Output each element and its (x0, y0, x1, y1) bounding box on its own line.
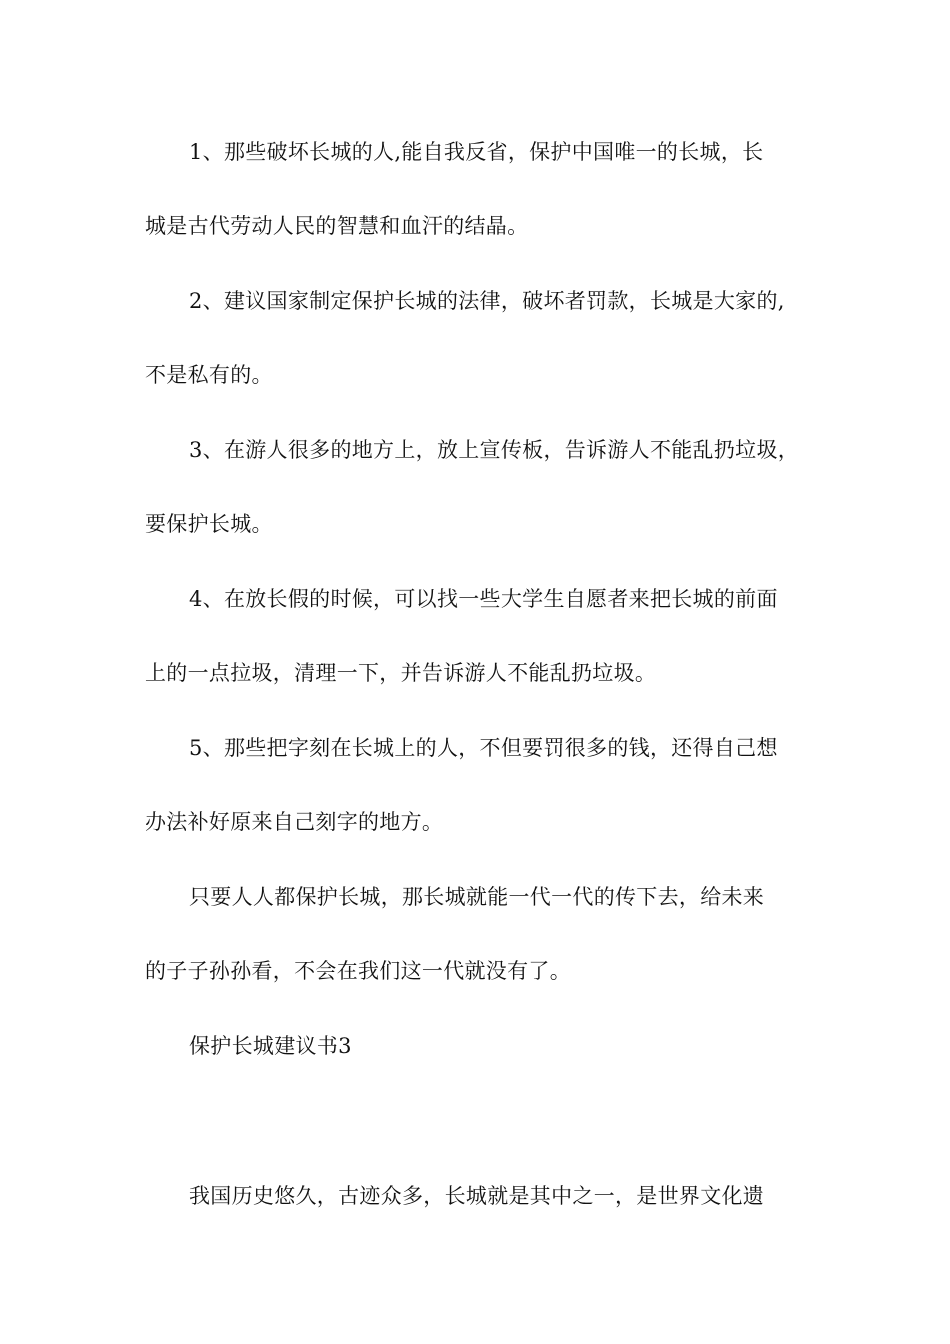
paragraph-4-line-2: 上的一点拉圾，清理一下，并告诉游人不能乱扔垃圾。 (145, 661, 657, 685)
paragraph-7-line-1: 我国历史悠久，古迹众多，长城就是其中之一，是世界文化遗 (189, 1184, 765, 1208)
paragraph-6-line-2: 的子子孙孙看，不会在我们这一代就没有了。 (145, 959, 571, 983)
paragraph-5-line-2: 办法补好原来自己刻字的地方。 (145, 810, 444, 834)
paragraph-1-line-1: 1、那些破坏长城的人,能自我反省，保护中国唯一的长城，长 (189, 140, 764, 164)
paragraph-3-line-1: 3、在游人很多的地方上，放上宣传板，告诉游人不能乱扔垃圾， (189, 438, 800, 462)
paragraph-2-line-1: 2、建议国家制定保护长城的法律，破坏者罚款，长城是大家的, (189, 289, 785, 313)
paragraph-5-line-1: 5、那些把字刻在长城上的人，不但要罚很多的钱，还得自己想 (189, 736, 778, 760)
paragraph-6-line-1: 只要人人都保护长城，那长城就能一代一代的传下去，给未来 (189, 885, 765, 909)
section-heading: 保护长城建议书3 (189, 1034, 352, 1058)
paragraph-4-line-1: 4、在放长假的时候，可以找一些大学生自愿者来把长城的前面 (189, 587, 778, 611)
paragraph-2-line-2: 不是私有的。 (145, 363, 273, 387)
paragraph-3-line-2: 要保护长城。 (145, 512, 273, 536)
paragraph-1-line-2: 城是古代劳动人民的智慧和血汗的结晶。 (145, 214, 529, 238)
